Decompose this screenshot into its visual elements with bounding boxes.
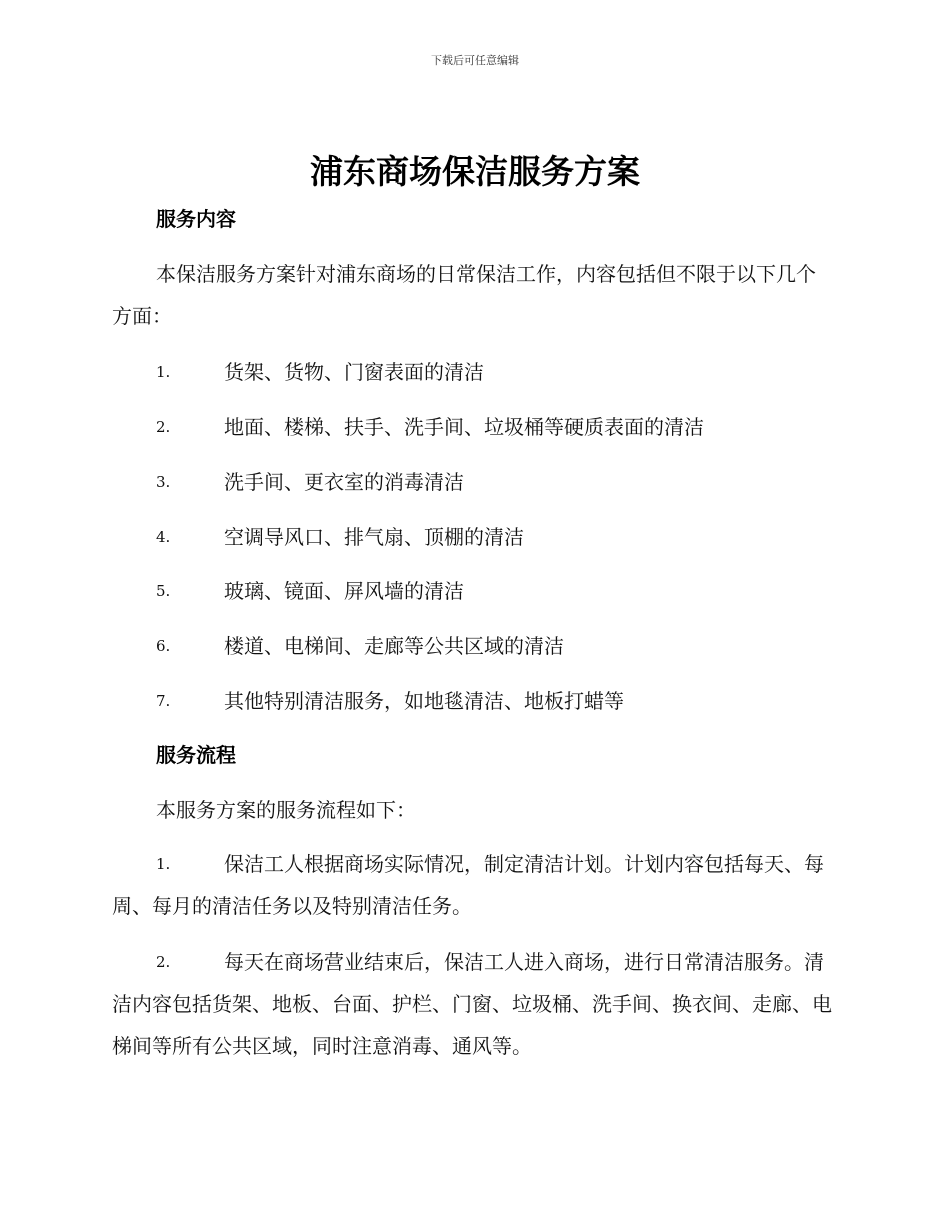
list-item-text: 地面、楼梯、扶手、洗手间、垃圾桶等硬质表面的清洁 bbox=[224, 415, 704, 439]
section-intro-service-process: 本服务方案的服务流程如下： bbox=[156, 798, 416, 822]
list-item-number: 2. bbox=[156, 418, 171, 436]
list-item-text: 其他特别清洁服务，如地毯清洁、地板打蜡等 bbox=[224, 689, 624, 713]
list-item bbox=[112, 625, 832, 667]
list-item bbox=[112, 516, 832, 558]
list-item bbox=[112, 351, 832, 393]
list-item-number: 4. bbox=[156, 528, 171, 546]
header-note: 下载后可任意编辑 bbox=[431, 54, 519, 67]
list-item-number: 6. bbox=[156, 637, 171, 655]
list-item bbox=[112, 570, 832, 612]
list-item-number: 2. bbox=[156, 953, 171, 971]
list-item-text: 楼道、电梯间、走廊等公共区域的清洁 bbox=[224, 634, 564, 658]
list-item bbox=[112, 941, 832, 1067]
list-item-text: 玻璃、镜面、屏风墙的清洁 bbox=[224, 579, 464, 603]
list-item-text: 货架、货物、门窗表面的清洁 bbox=[224, 360, 484, 384]
list-item bbox=[112, 843, 832, 927]
list-item-text: 空调导风口、排气扇、顶棚的清洁 bbox=[224, 525, 524, 549]
document-title: 浦东商场保洁服务方案 bbox=[310, 152, 640, 191]
list-item-number: 7. bbox=[156, 692, 171, 710]
list-item bbox=[112, 461, 832, 503]
list-item-number: 1. bbox=[156, 363, 171, 381]
list-item-text: 每天在商场营业结束后，保洁工人进入商场，进行日常清洁服务。清洁内容包括货架、地板、台面、护栏、门窗、垃圾桶、洗手间、换衣间、走廊、电梯间等所有公共区域，同时注意消毒、通风等。 bbox=[112, 950, 832, 1058]
list-item bbox=[112, 406, 832, 448]
list-item-number: 5. bbox=[156, 582, 171, 600]
list-item-text: 保洁工人根据商场实际情况，制定清洁计划。计划内容包括每天、每周、每月的清洁任务以及特别清洁任务。 bbox=[112, 852, 824, 918]
section-heading-service-content: 服务内容 bbox=[156, 207, 236, 231]
list-item-number: 3. bbox=[156, 473, 171, 491]
list-item bbox=[112, 680, 832, 722]
list-item-text: 洗手间、更衣室的消毒清洁 bbox=[224, 470, 464, 494]
section-intro-service-content: 本保洁服务方案针对浦东商场的日常保洁工作，内容包括但不限于以下几个方面： bbox=[112, 262, 816, 328]
section-heading-service-process: 服务流程 bbox=[156, 743, 236, 767]
list-item-number: 1. bbox=[156, 855, 171, 873]
